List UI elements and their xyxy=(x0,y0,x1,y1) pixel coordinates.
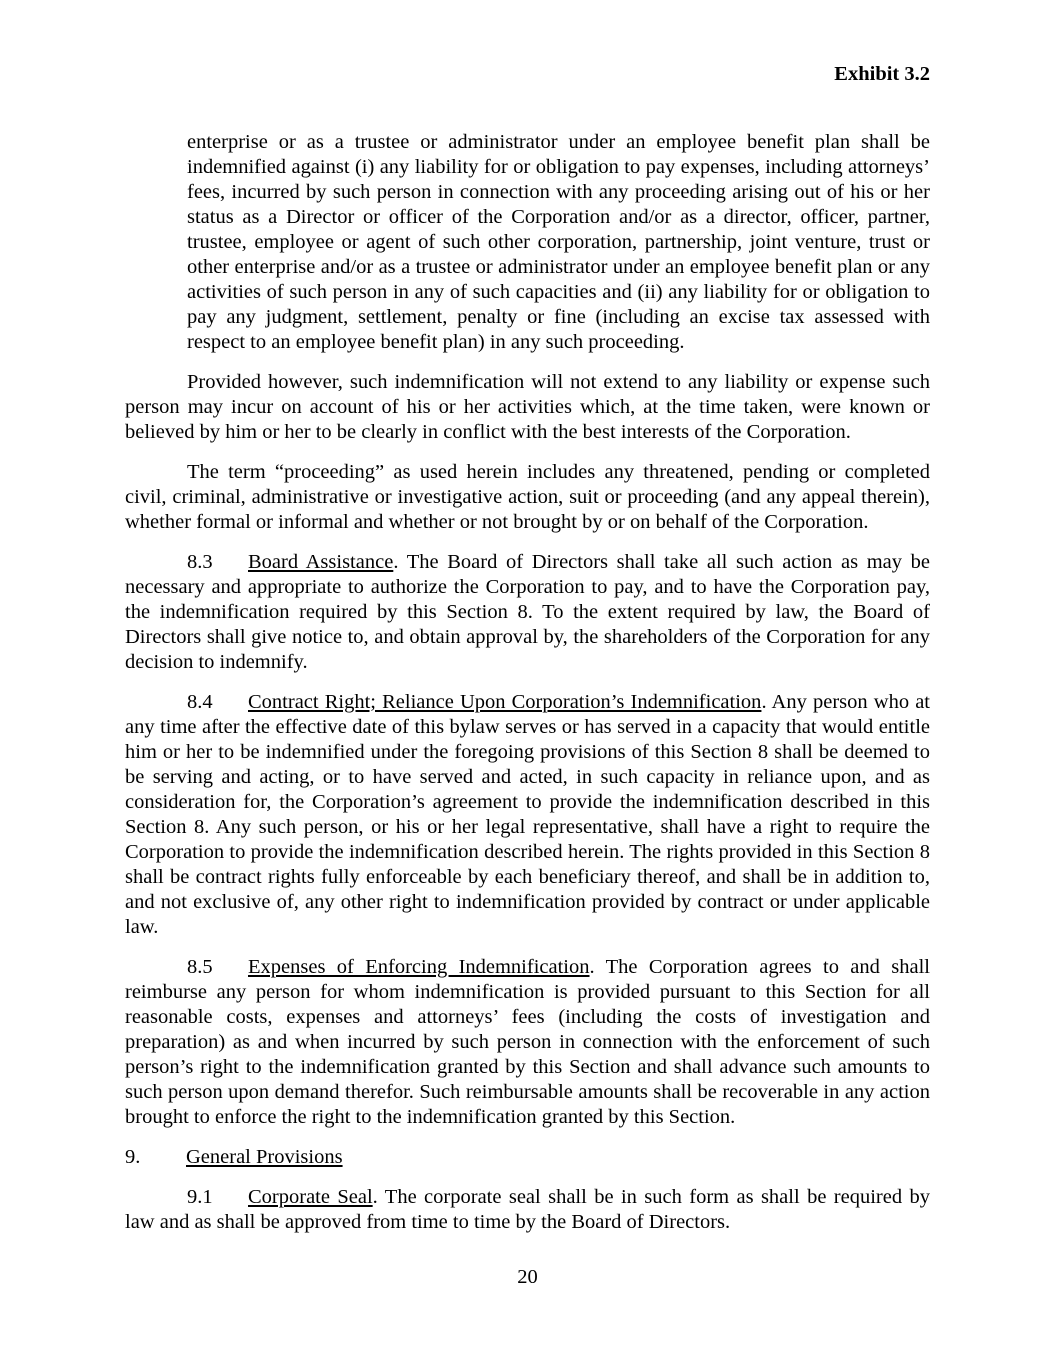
section-8-5-heading: Expenses of Enforcing Indemnification xyxy=(248,956,590,978)
section-8-4-number: 8.4 xyxy=(187,691,213,713)
section-8-3-number: 8.3 xyxy=(187,551,213,573)
section-8-4 xyxy=(125,690,930,940)
section-8-3-body: . The Board of Directors shall take all such action as may be necessary and appropriate to authorize the Corporation to pay, and to have the Corporation pay, the indemnification required by this Section 8. To the extent required by law, the Board of Directors shall give notice to, and obtain approval by, the shareholders of the Corporation for any decision to indemnify. xyxy=(125,551,930,673)
section-8-4-heading: Contract Right; Reliance Upon Corporation’s Indemnification xyxy=(248,691,762,713)
section-9-1 xyxy=(125,1185,930,1235)
section-9-number: 9. xyxy=(125,1146,141,1168)
section-9 xyxy=(125,1145,930,1170)
paragraph-continuation: enterprise or as a trustee or administrator under an employee benefit plan shall be indemnified against (i) any liability for or obligation to pay expenses, including attorneys’ fees, incurred by such person in connection with any proceeding arising out of his or her status as a Director or officer of the Corporation and/or as a director, officer, partner, trustee, employee or agent of such other corporation, partnership, joint venture, trust or other enterprise and/or as a trustee or administrator under an employee benefit plan or any activities of such person in any of such capacities and (ii) any liability for or obligation to pay any judgment, settlement, penalty or fine (including an excise tax assessed with respect to an employee benefit plan) in any such proceeding. xyxy=(187,131,930,353)
section-8-3-heading: Board Assistance xyxy=(248,551,394,573)
exhibit-label: Exhibit 3.2 xyxy=(834,63,930,85)
section-8-5-body: . The Corporation agrees to and shall reimburse any person for whom indemnification is provided pursuant to this Section for all reasonable costs, expenses and attorneys’ fees (including the costs of investigation and preparation) as and when incurred by such person in connection with the enforcement of such person’s right to the indemnification granted by this Section and shall advance such amounts to such person upon demand therefor. Such reimbursable amounts shall be recoverable in any action brought to enforce the right to the indemnification granted by this Section. xyxy=(125,956,930,1128)
section-8-5 xyxy=(125,955,930,1130)
section-8-5-number: 8.5 xyxy=(187,956,213,978)
section-9-heading: General Provisions xyxy=(186,1146,343,1168)
section-8-3 xyxy=(125,550,930,675)
section-9-1-number: 9.1 xyxy=(187,1186,213,1208)
paragraph-term-proceeding: The term “proceeding” as used herein includes any threatened, pending or completed civil, criminal, administrative or investigative action, suit or proceeding (and any appeal therein), whether formal or informal and whether or not brought by or on behalf of the Corporation. xyxy=(125,461,930,533)
section-9-1-body: . The corporate seal shall be in such form as shall be required by law and as shall be approved from time to time by the Board of Directors. xyxy=(125,1186,930,1233)
page-number: 20 xyxy=(517,1266,538,1288)
section-9-1-heading: Corporate Seal xyxy=(248,1186,373,1208)
section-8-4-body: . Any person who at any time after the effective date of this bylaw serves or has served in a capacity that would entitle him or her to be indemnified under the foregoing provisions of this Section 8 shall be deemed to be serving and acting, or to have served and acted, in such capacity in reliance upon, and as consideration for, the Corporation’s agreement to provide the indemnification described in this Section 8. Any such person, or his or her legal representative, shall have a right to require the Corporation to provide the indemnification described herein. The rights provided in this Section 8 shall be contract rights fully enforceable by each beneficiary thereof, and shall be in addition to, and not exclusive of, any other right to indemnification provided by contract or under applicable law. xyxy=(125,691,931,938)
paragraph-provided-however: Provided however, such indemnification will not extend to any liability or expense such person may incur on account of his or her activities which, at the time taken, were known or believed by him or her to be clearly in conflict with the best interests of the Corporation. xyxy=(125,371,930,443)
